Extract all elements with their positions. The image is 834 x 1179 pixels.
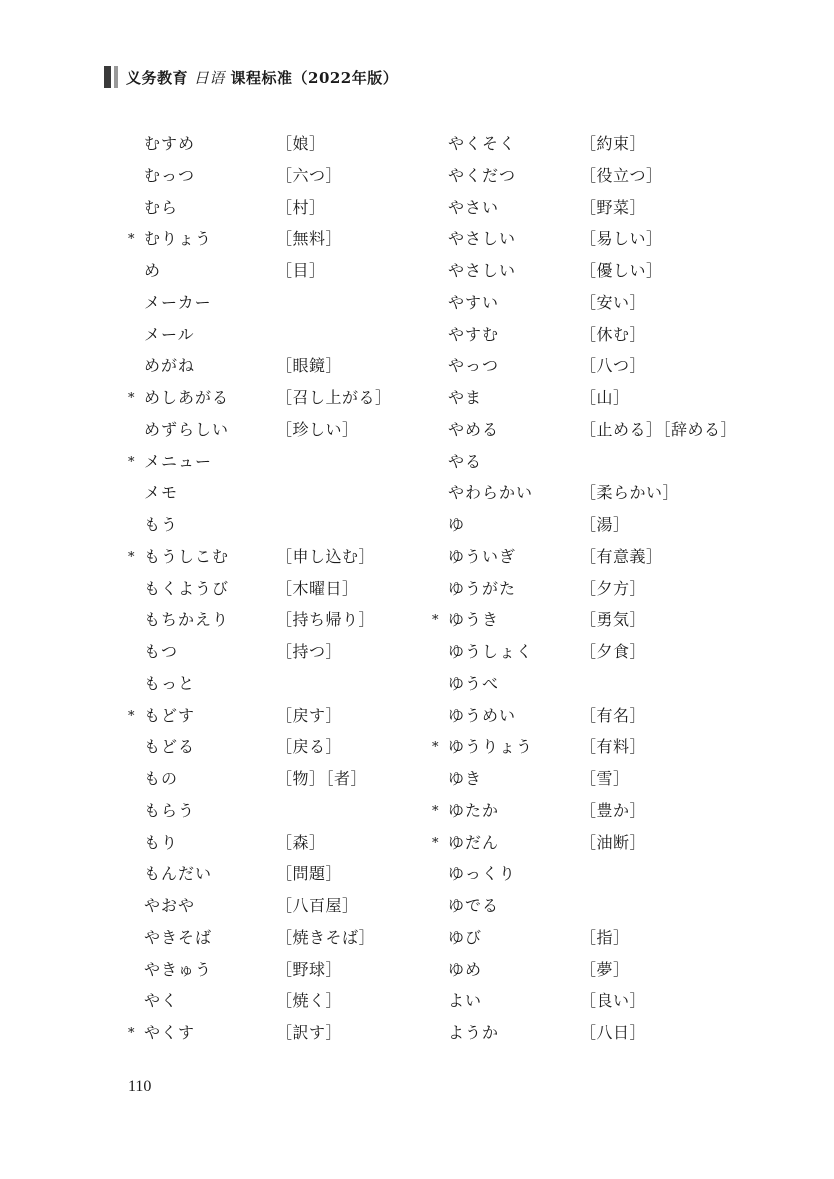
entry-kana: ゆめ <box>448 959 483 979</box>
entry-kana: やおや <box>144 896 196 915</box>
entry-kanji: ［訳す］ <box>276 1023 343 1042</box>
entry-kanji: ［召し上がる］ <box>276 388 392 407</box>
entry-kanji: ［夢］ <box>580 959 630 979</box>
entry-kana: メール <box>144 324 195 344</box>
entry-kanji: ［持ち帰り］ <box>276 610 376 630</box>
entry-kana: むりょう <box>144 229 213 249</box>
entry-kanji: ［焼く］ <box>276 991 343 1011</box>
entry-kana: ゆうりょう <box>448 737 534 757</box>
entry-kana: もどる <box>144 737 196 757</box>
entry-kana: ゆっくり <box>448 864 516 884</box>
entry-kana: ゆだん <box>448 832 500 852</box>
entry-kanji: ［野球］ <box>276 959 343 979</box>
entry-kanji: ［物］［者］ <box>276 769 368 788</box>
entry-star-marker: * <box>432 613 439 629</box>
entry-kana: ゆたか <box>448 800 500 820</box>
entry-kana: もちかえり <box>144 610 230 630</box>
entry-kanji: ［問題］ <box>276 864 343 884</box>
entry-kanji: ［戻す］ <box>276 705 343 725</box>
entry-kana: もらう <box>144 800 196 820</box>
entry-kanji: ［休む］ <box>580 324 647 344</box>
entry-kanji: ［眼鏡］ <box>276 356 343 376</box>
entry-kana: やま <box>448 388 483 407</box>
entry-kanji: ［森］ <box>276 832 326 852</box>
entry-kanji: ［勇気］ <box>580 610 647 630</box>
entry-kana: ようか <box>448 1023 500 1042</box>
entry-kana: もうしこむ <box>144 546 230 566</box>
entry-kana: ゆうしょく <box>448 642 534 661</box>
header-title-part1: 义务教育 <box>126 68 189 87</box>
entry-kana: やめる <box>448 419 500 439</box>
entry-kana: やすむ <box>448 324 500 344</box>
entry-kanji: ［安い］ <box>580 292 647 312</box>
entry-kana: むっつ <box>144 165 196 185</box>
entry-kanji: ［珍しい］ <box>276 419 359 439</box>
entry-kana: やきそば <box>144 927 213 947</box>
header-title-part2: 日语 <box>193 68 225 87</box>
entry-kana: もくようび <box>144 578 230 598</box>
entry-kana: ゆ <box>448 515 466 534</box>
entry-kana: やわらかい <box>448 483 534 503</box>
entry-kanji: ［娘］ <box>276 134 326 153</box>
entry-kana: やさしい <box>448 261 517 280</box>
entry-kana: めがね <box>144 356 196 376</box>
running-header <box>104 64 398 90</box>
entry-kanji: ［豊か］ <box>580 800 647 820</box>
entry-kanji: ［目］ <box>276 261 326 280</box>
entry-kana: むすめ <box>144 134 196 153</box>
entry-kanji: ［有料］ <box>580 737 647 757</box>
entry-kana: やる <box>448 451 483 471</box>
entry-kanji: ［八つ］ <box>580 356 647 376</box>
entry-kanji: ［八日］ <box>580 1023 647 1042</box>
entry-kana: めずらしい <box>144 419 230 439</box>
entry-star-marker: * <box>432 803 439 819</box>
entry-kana: やさしい <box>448 229 517 249</box>
entry-kanji: ［六つ］ <box>276 165 343 185</box>
entry-kanji: ［申し込む］ <box>276 546 376 566</box>
entry-star-marker: * <box>128 454 135 470</box>
entry-kana: メニュー <box>144 451 213 471</box>
entry-kanji: ［木曜日］ <box>276 578 359 598</box>
entry-kana: もう <box>144 515 179 534</box>
entry-kanji: ［止める］［辞める］ <box>580 419 738 439</box>
entry-kanji: ［山］ <box>580 388 630 407</box>
header-bar-dark <box>104 66 111 88</box>
entry-kana: やくす <box>144 1023 196 1042</box>
entry-kana: もんだい <box>144 864 213 884</box>
entry-kanji: ［夕方］ <box>580 578 647 598</box>
entry-star-marker: * <box>128 1026 135 1041</box>
entry-kanji: ［野菜］ <box>580 197 647 217</box>
entry-kana: もどす <box>144 705 196 725</box>
page-number: 110 <box>128 1078 152 1095</box>
entry-star-marker: * <box>432 835 439 851</box>
entry-kana: むら <box>144 197 179 217</box>
entry-star-marker: * <box>128 391 135 406</box>
entry-kanji: ［優しい］ <box>580 261 663 280</box>
entry-kana: やくそく <box>448 134 517 153</box>
entry-star-marker: * <box>128 549 135 565</box>
entry-kana: ゆでる <box>448 896 500 915</box>
entry-kana: やすい <box>448 292 500 312</box>
entry-kanji: ［指］ <box>580 927 630 947</box>
entry-kana: もり <box>144 832 179 852</box>
entry-kana: もつ <box>144 642 179 661</box>
entry-kanji: ［有名］ <box>580 705 647 725</box>
entry-kanji: ［村］ <box>276 197 326 217</box>
entry-kanji: ［有意義］ <box>580 546 663 566</box>
entry-kanji: ［柔らかい］ <box>580 483 680 503</box>
entry-kana: やく <box>144 991 179 1011</box>
entry-kana: やきゅう <box>144 959 213 979</box>
entry-kana: よい <box>448 991 483 1011</box>
entry-kana: ゆうめい <box>448 705 517 725</box>
entry-kanji: ［約束］ <box>580 134 647 153</box>
entry-kana: ゆき <box>448 769 483 788</box>
header-title-part3: 课程标准（2022年版） <box>230 68 399 87</box>
entry-kana: メーカー <box>144 292 212 312</box>
entry-kanji: ［持つ］ <box>276 642 343 661</box>
entry-kana: ゆういぎ <box>448 546 517 566</box>
entry-kana: め <box>144 261 162 280</box>
entry-kana: ゆび <box>448 927 483 947</box>
entry-kana: メモ <box>144 483 179 503</box>
entry-kanji: ［湯］ <box>580 515 630 534</box>
entry-kanji: ［戻る］ <box>276 737 343 757</box>
entry-kana: やくだつ <box>448 165 517 185</box>
entry-kana: もっと <box>144 673 196 693</box>
entry-kanji: ［夕食］ <box>580 642 647 661</box>
entry-kanji: ［無料］ <box>276 229 343 249</box>
header-bar-marker <box>104 66 118 88</box>
header-bar-light <box>114 66 118 88</box>
entry-kanji: ［雪］ <box>580 769 630 788</box>
entry-kanji: ［良い］ <box>580 991 647 1011</box>
entry-kana: やさい <box>448 197 500 217</box>
entry-star-marker: * <box>128 708 135 724</box>
entry-kana: ゆうべ <box>448 673 500 693</box>
entry-kanji: ［油断］ <box>580 832 647 852</box>
header-title <box>126 67 398 88</box>
entry-kana: もの <box>144 769 179 788</box>
entry-kana: めしあがる <box>144 388 230 407</box>
entry-kanji: ［焼きそば］ <box>276 927 376 947</box>
entry-kana: やっつ <box>448 356 500 376</box>
entry-kanji: ［役立つ］ <box>580 165 663 185</box>
entry-kanji: ［易しい］ <box>580 229 663 249</box>
entry-kana: ゆうがた <box>448 578 517 598</box>
entry-star-marker: * <box>432 740 439 756</box>
entry-kanji: ［八百屋］ <box>276 896 359 915</box>
entry-star-marker: * <box>128 232 135 248</box>
entry-kana: ゆうき <box>448 610 500 630</box>
